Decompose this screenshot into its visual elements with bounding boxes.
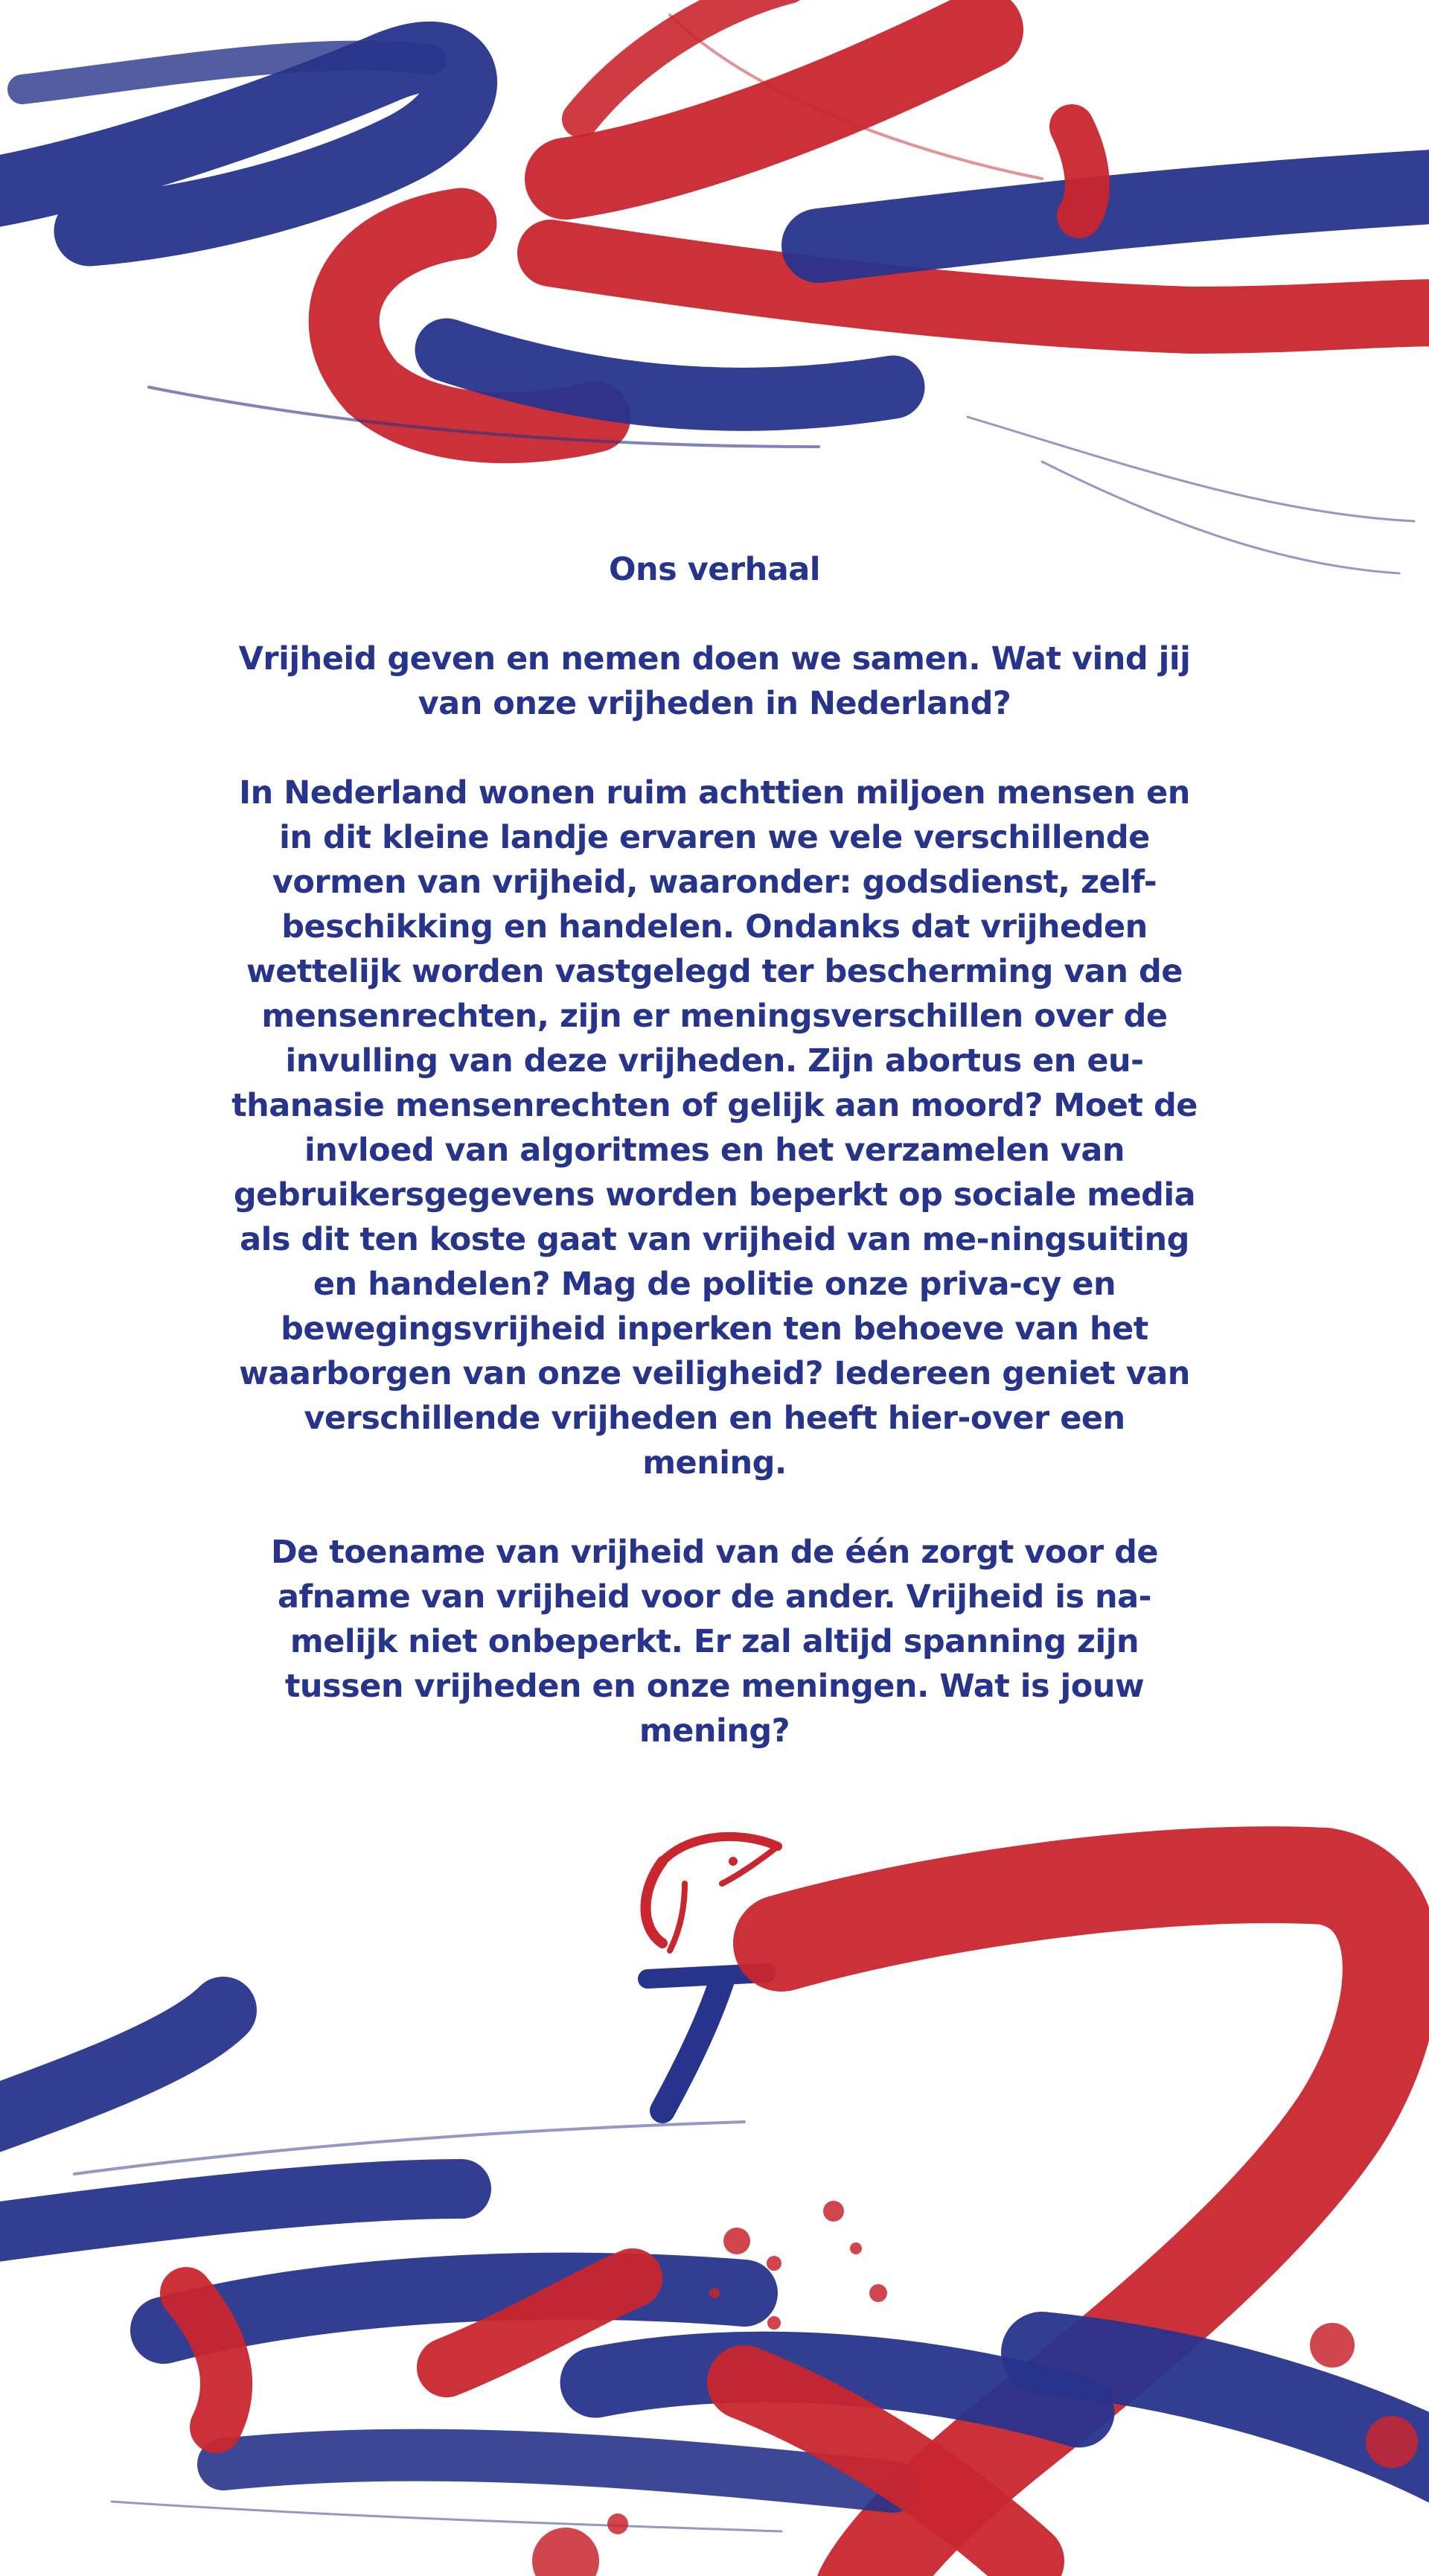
story-closing: De toename van vrijheid van de één zorgt voor de afname van vrijheid voor de ander. Vrijheid is na-melijk niet onbeperkt. Er zal altijd spanning zijn tussen vrijheden en onze meningen. Wat is jouw mening?	[270, 1534, 1159, 1750]
story-body: In Nederland wonen ruim achttien miljoen mensen en in dit kleine landje ervaren we vele verschillende vormen van vrijheid, waaronder: godsdienst, zelf-beschikking en handelen. Ondanks dat vrijheden wettelijk worden vastgelegd ter bescherming van de mensenrechten, zijn er meningsverschillen over de invulling van deze vrijheden. Zijn abortus en eu-thanasie mensenrechten of gelijk aan moord? Moet de invloed van algoritmes en het verzamelen van gebruikersgegevens worden beperkt op sociale media als dit ten koste gaat van vrijheid van me-ningsuiting en handelen? Mag de politie onze priva-cy en bewegingsvrijheid inperken ten behoeve van het waarborgen van onze veiligheid? Iedereen geniet van verschillende vrijheden en heeft hier-over een mening.	[231, 774, 1198, 1482]
story-intro: Vrijheid geven en nemen doen we samen. Wat vind jij van onze vrijheden in Nederland?	[238, 640, 1191, 722]
top-brushstroke-art	[0, 0, 1429, 596]
story-heading: Ons verhaal	[608, 551, 820, 588]
bottom-brushstroke-art	[0, 1772, 1429, 2576]
story-section	[231, 547, 1198, 1753]
